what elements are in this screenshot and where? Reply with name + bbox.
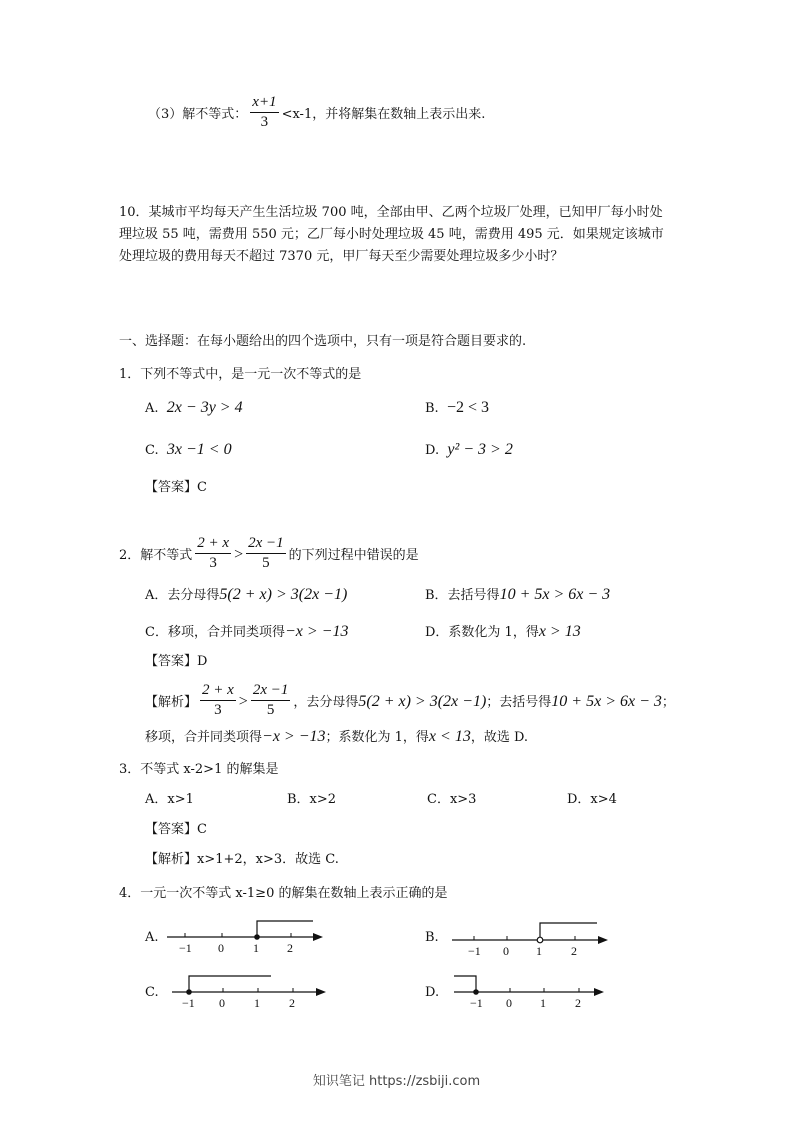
q2-stem-suffix: 的下列过程中错误的是 [288, 548, 419, 563]
q4-b-tick-m1: −1 [468, 944, 481, 958]
q2-analysis-fraction-1 [200, 681, 236, 720]
q3-option-c: C．x>3 [427, 792, 477, 807]
q4-number-line-d [452, 970, 608, 1015]
q4-number-line-b [450, 918, 610, 963]
q4-a-tick-1: 1 [253, 941, 259, 955]
q2-analysis-text2: ；去括号得 [486, 695, 552, 710]
q2-c-text: C．移项，合并同类项得 [145, 625, 285, 640]
q1-d-expr: y² − 3 > 2 [447, 441, 513, 458]
q2-analysis-label: 【解析】 [145, 695, 198, 710]
q9-3-prefix: （3）解不等式： [148, 107, 248, 122]
q2-analysis-fraction-2 [251, 681, 291, 720]
q1-a-label: A. [145, 401, 159, 416]
q2-an-f1-den: 3 [214, 702, 222, 718]
q2-f2-num: 2x −1 [246, 534, 286, 554]
q2-c-expr: −x > −13 [284, 623, 349, 640]
q4-c-tick-2: 2 [289, 996, 295, 1010]
q2-analysis-expr1: 5(2 + x) > 3(2x −1) [358, 693, 487, 710]
q2-f1-den: 3 [209, 555, 217, 571]
q2-an-f2-num: 2x −1 [251, 681, 291, 701]
q2-option-b [425, 585, 610, 606]
q2-analysis-expr2: 10 + 5x > 6x − 3 [551, 693, 662, 710]
q4-stem: 4．一元一次不等式 x-1≥0 的解集在数轴上表示正确的是 [119, 886, 448, 901]
q4-b-tick-2: 2 [571, 944, 577, 958]
q2-analysis-line1 [145, 683, 675, 722]
q1-b-label: B. [425, 401, 439, 416]
q4-b-tick-0: 0 [503, 944, 509, 958]
q4-c-label: C. [145, 985, 159, 1000]
q1-c-expr: 3x −1 < 0 [166, 441, 232, 458]
q2-an2-text-c: ，故选 D. [470, 730, 529, 745]
q4-number-line-c [170, 970, 330, 1015]
q2-option-d [425, 622, 581, 643]
q2-an2-expr1: −x > −13 [262, 728, 326, 745]
q2-analysis-gt: > [238, 693, 248, 710]
q2-stem [119, 536, 419, 575]
q2-f1-num: 2 + x [195, 534, 231, 554]
q2-a-text: A．去分母得 [145, 588, 220, 603]
q4-a-tick-0: 0 [218, 941, 224, 955]
q2-d-expr: x > 13 [538, 623, 581, 640]
q4-c-tick-0: 0 [219, 996, 225, 1010]
q2-d-text: D．系数化为 1，得 [425, 625, 539, 640]
q4-d-label: D. [425, 985, 440, 1000]
q2-an-f1-num: 2 + x [200, 681, 236, 701]
q2-analysis-text1: ，去分母得 [293, 695, 359, 710]
q4-d-tick-0: 0 [506, 996, 512, 1010]
q4-c-tick-m1: −1 [182, 996, 195, 1010]
q4-b-tick-1: 1 [536, 944, 542, 958]
q4-number-line-a [165, 915, 325, 960]
section-heading: 一、选择题：在每小题给出的四个选项中，只有一项是符合题目要求的. [119, 334, 527, 349]
q3-option-b: B．x>2 [287, 792, 337, 807]
q4-d-tick-2: 2 [575, 996, 581, 1010]
q2-a-expr: 5(2 + x) > 3(2x −1) [219, 586, 348, 603]
q1-option-b [425, 398, 489, 419]
q2-fraction-2 [246, 534, 286, 573]
q2-analysis-line2 [145, 727, 528, 748]
q4-d-tick-m1: −1 [470, 996, 483, 1010]
q4-a-tick-m1: −1 [179, 941, 192, 955]
q4-a-label: A. [145, 930, 159, 945]
footer-watermark: 知识笔记 https://zsbiji.com [312, 1074, 481, 1089]
q2-f2-den: 5 [262, 555, 270, 571]
q2-b-expr: 10 + 5x > 6x − 3 [499, 586, 611, 603]
q9-3-frac-den: 3 [260, 114, 269, 130]
q3-option-a: A．x>1 [145, 792, 194, 807]
q1-option-a [145, 398, 243, 419]
q3-analysis: 【解析】x>1+2，x>3．故选 C. [145, 852, 339, 867]
q3-answer: 【答案】C [145, 822, 207, 837]
q2-gt: > [234, 546, 244, 563]
q2-answer: 【答案】D [145, 654, 208, 669]
q3-stem: 3．不等式 x-2>1 的解集是 [119, 762, 279, 777]
q4-d-tick-1: 1 [540, 996, 546, 1010]
q3-option-d: D．x>4 [567, 792, 617, 807]
q1-option-c [145, 440, 232, 461]
q1-stem: 1．下列不等式中，是一元一次不等式的是 [119, 367, 362, 382]
q2-fraction-1 [195, 534, 231, 573]
q2-an2-text-a: 移项，合并同类项得 [145, 730, 263, 745]
q1-c-label: C. [145, 443, 159, 458]
q10-text: 10．某城市平均每天产生生活垃圾 700 吨，全部由甲、乙两个垃圾厂处理，已知甲厂每小时处理垃圾 55 吨，需费用 550 元；乙厂每小时处理垃圾 45 吨，需费用 495 元．如果规定该城市处理垃圾的费用每天不超过 7370 元，甲厂每天至少需要处理垃圾多少小时？ [119, 205, 664, 264]
q4-a-tick-2: 2 [287, 941, 293, 955]
q2-b-text: B．去括号得 [425, 588, 500, 603]
q2-an-f2-den: 5 [266, 702, 275, 718]
q2-stem-prefix: 2．解不等式 [119, 548, 193, 563]
q9-3-frac-num: x+1 [250, 93, 278, 113]
q1-b-expr: −2 < 3 [446, 399, 489, 416]
q1-a-expr: 2x − 3y > 4 [166, 399, 243, 416]
q9-3-fraction [250, 93, 278, 132]
q2-analysis-end: ； [661, 695, 675, 710]
q2-option-a [145, 585, 347, 606]
q1-d-label: D. [425, 443, 440, 458]
q1-answer: 【答案】C [145, 480, 207, 495]
q4-b-label: B. [425, 930, 439, 945]
q9-part3 [148, 95, 485, 134]
q4-c-tick-1: 1 [254, 996, 260, 1010]
q2-option-c [145, 622, 348, 643]
q9-3-suffix: <x-1，并将解集在数轴上表示出来. [281, 107, 486, 122]
q2-an2-expr2: x < 13 [428, 728, 471, 745]
q2-an2-text-b: ；系数化为 1，得 [325, 730, 429, 745]
q1-option-d [425, 440, 513, 461]
